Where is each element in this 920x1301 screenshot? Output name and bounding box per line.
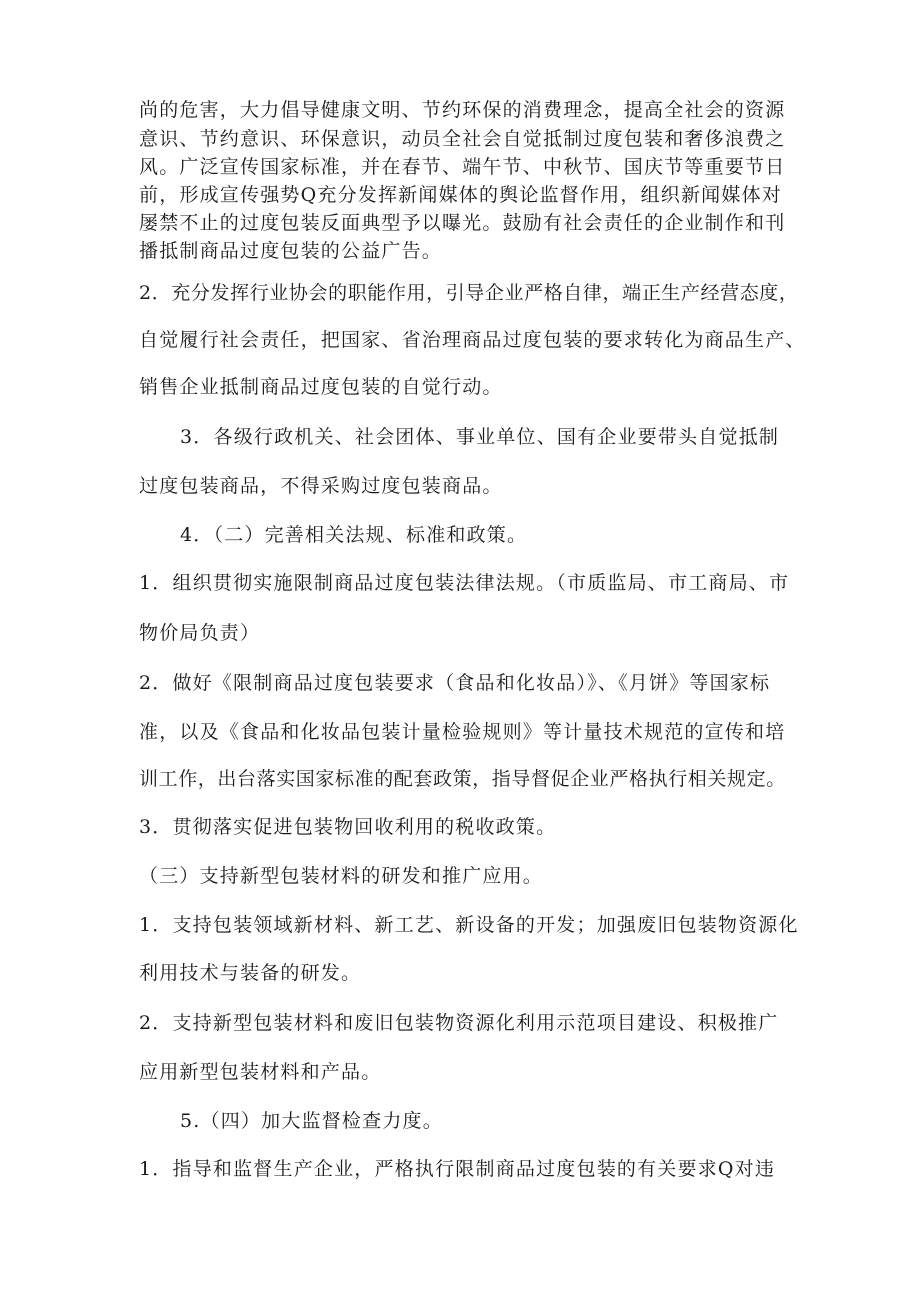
text-line: 1．组织贯彻实施限制商品过度包装法律法规。（市质监局、市工商局、市 bbox=[139, 572, 790, 594]
text-line: 1．指导和监督生产企业，严格执行限制商品过度包装的有关要求Q对违 bbox=[139, 1158, 776, 1180]
text-line: 屡禁不止的过度包装反面典型予以曝光。鼓励有社会责任的企业制作和刊 bbox=[139, 212, 786, 234]
text-line: 意识、节约意识、环保意识，动员全社会自觉抵制过度包装和奢侈浪费之 bbox=[139, 128, 786, 150]
text-line: 1．支持包装领域新材料、新工艺、新设备的开发；加强废旧包装物资源化 bbox=[139, 914, 799, 936]
section-heading: 5.（四）加大监督检查力度。 bbox=[180, 1110, 443, 1132]
text-line: 准，以及《食品和化妆品包装计量检验规则》等计量技术规范的宣传和培 bbox=[139, 721, 786, 743]
text-line: 尚的危害，大力倡导健康文明、节约环保的消费理念，提高全社会的资源 bbox=[139, 99, 786, 121]
text-line: 自觉履行社会责任，把国家、省治理商品过度包装的要求转化为商品生产、 bbox=[139, 329, 806, 351]
text-line: 2．充分发挥行业协会的职能作用，引导企业严格自律，端正生产经营态度， bbox=[139, 282, 799, 304]
text-line: 2．做好《限制商品过度包装要求（食品和化妆品）》、《月饼》等国家标 bbox=[139, 672, 771, 694]
text-line: 2．支持新型包装材料和废旧包装物资源化利用示范项目建设、积极推广 bbox=[139, 1012, 779, 1034]
section-heading: 4．（二）完善相关法规、标准和政策。 bbox=[180, 524, 528, 546]
text-line: 3．各级行政机关、社会团体、事业单位、国有企业要带头自觉抵制 bbox=[180, 426, 780, 448]
section-heading: （三）支持新型包装材料的研发和推广应用。 bbox=[139, 865, 544, 887]
text-line: 前，形成宣传强势Q充分发挥新闻媒体的舆论监督作用，组织新闻媒体对 bbox=[139, 184, 782, 206]
text-line: 风。广泛宣传国家标准，并在春节、端午节、中秋节、国庆节等重要节日 bbox=[139, 156, 786, 178]
text-line: 应用新型包装材料和产品。 bbox=[139, 1061, 382, 1083]
text-line: 训工作，出台落实国家标准的配套政策，指导督促企业严格执行相关规定。 bbox=[139, 768, 786, 790]
text-line: 利用技术与装备的研发。 bbox=[139, 962, 362, 984]
text-line: 销售企业抵制商品过度包装的自觉行动。 bbox=[139, 376, 503, 398]
text-line: 3．贯彻落实促进包装物回收利用的税收政策。 bbox=[139, 816, 557, 838]
text-line: 播抵制商品过度包装的公益广告。 bbox=[139, 240, 443, 262]
text-line: 物价局负责） bbox=[139, 622, 261, 644]
text-line: 过度包装商品，不得采购过度包装商品。 bbox=[139, 475, 503, 497]
